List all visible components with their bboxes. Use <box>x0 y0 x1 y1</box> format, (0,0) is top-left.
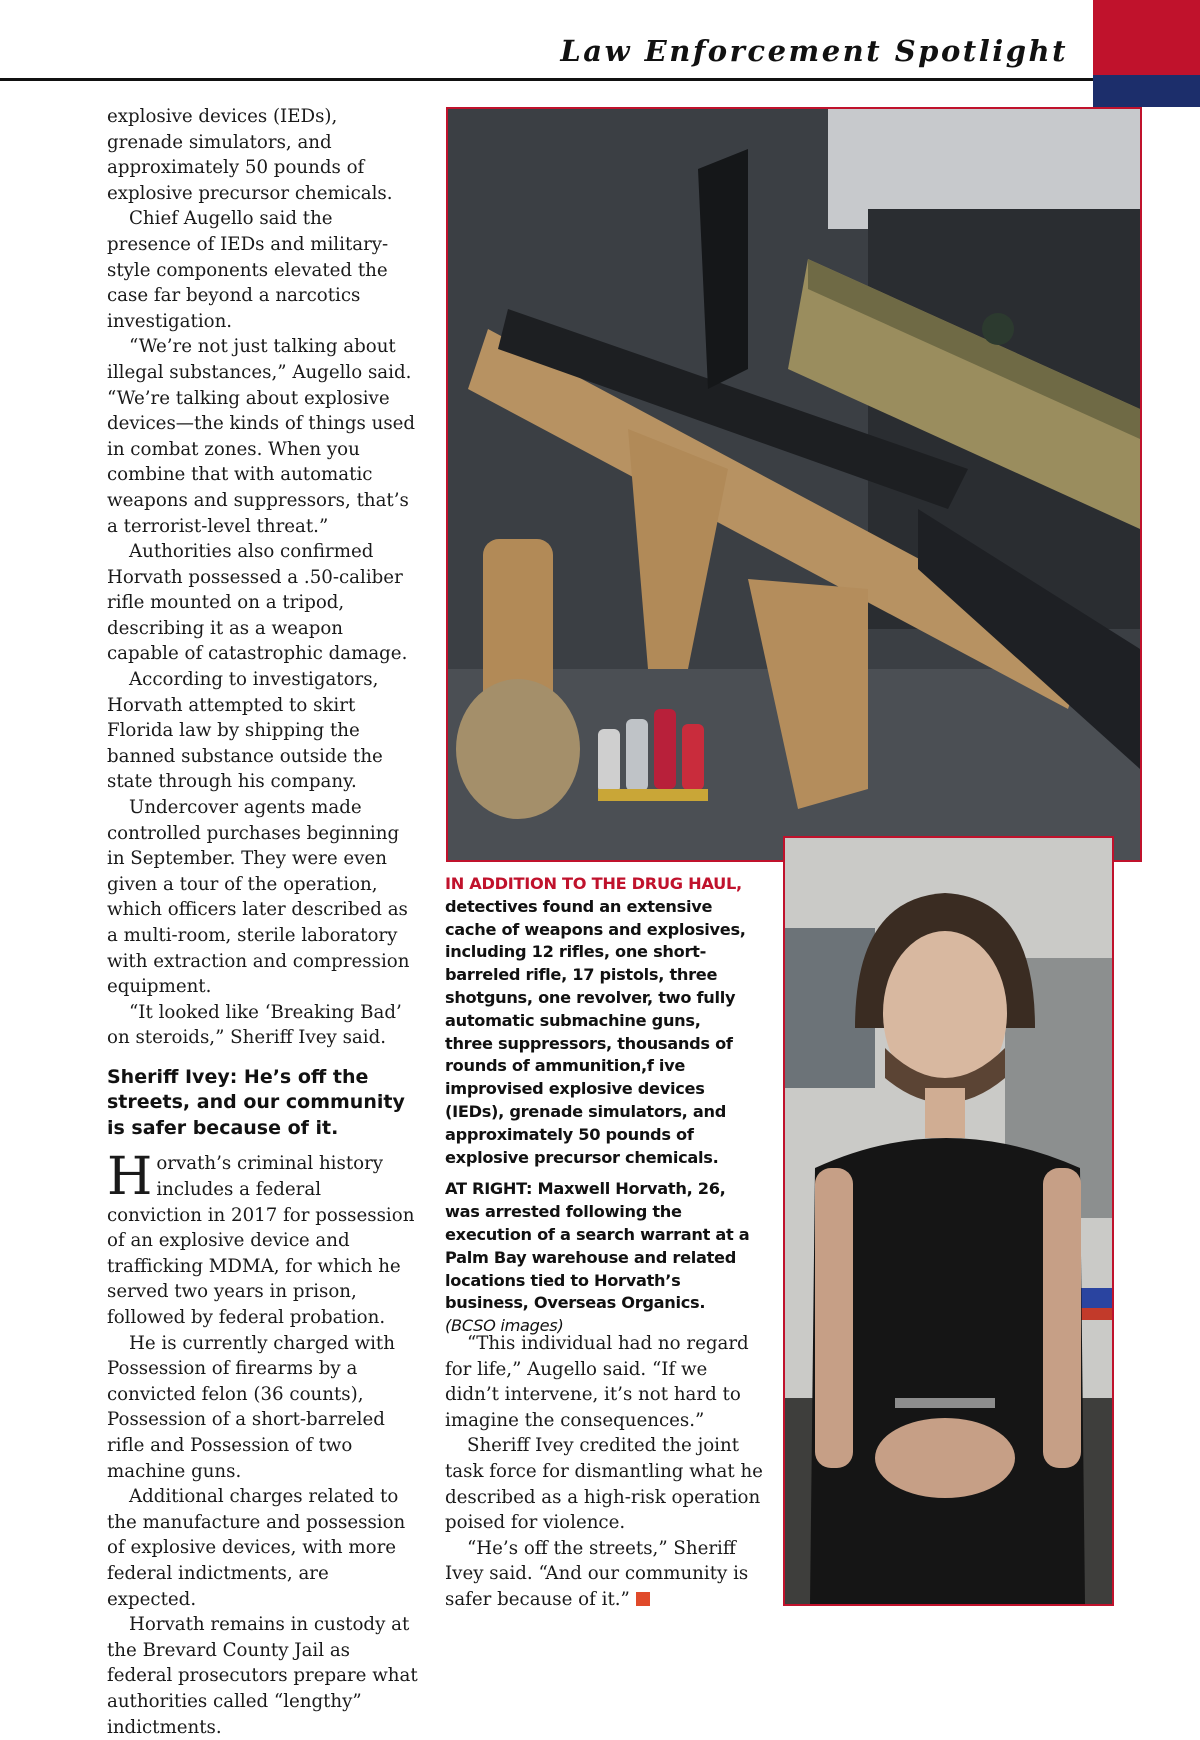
paragraph: Horvath remains in custody at the Brevard County Jail as federal prosecutors prepare what authorities called “lengthy” indictments. <box>107 1614 418 1738</box>
photo-caption <box>445 873 750 1347</box>
end-mark-icon <box>636 1592 650 1606</box>
paragraph: Sheriff Ivey credited the joint task force for dismantling what he described as a high-risk operation poised for violence. <box>445 1435 763 1534</box>
caption-suspect-text: AT RIGHT: Maxwell Horvath, 26, was arrested following the execution of a search warrant at a Palm Bay warehouse and related locations tied to Horvath’s business, Overseas Organics. <box>445 1179 750 1313</box>
corner-accent-red <box>1093 0 1200 75</box>
caption-lead: IN ADDITION TO THE DRUG HAUL, <box>445 874 742 893</box>
dropcap-paragraph-text: orvath’s criminal history includes a federal conviction in 2017 for possession of an explosive device and trafficking MDMA, for which he served two years in prison, followed by federal probation. <box>107 1153 415 1329</box>
paragraph: Authorities also confirmed Horvath possessed a .50-caliber rifle mounted on a tripod, describing it as a weapon capable of catastrophic damage. <box>107 541 408 665</box>
caption-weapons <box>445 873 750 1169</box>
paragraph: Additional charges related to the manufacture and possession of explosive devices, with more federal indictments, are expected. <box>107 1486 406 1610</box>
paragraph: “It looked like ‘Breaking Bad’ on steroids,” Sheriff Ivey said. <box>107 1001 402 1049</box>
paragraph: He is currently charged with Possession of firearms by a convicted felon (36 counts), Possession of a short-barreled rifle and Possession of two machine guns. <box>107 1332 395 1482</box>
paragraph: Undercover agents made controlled purchases beginning in September. They were even given a tour of the operation, which officers later described as a multi-room, sterile laboratory with extraction and compression equipment. <box>107 797 410 998</box>
caption-body: detectives found an extensive cache of weapons and explosives, including 12 rifles, one short-barreled rifle, 17 pistols, three shotguns, one revolver, two fully automatic submachine guns, three suppressors, thousands of rounds of ammunition,f ive improvised explosive devices (IEDs), grenade simulators, and approximately 50 pounds of explosive precursor chemicals. <box>445 896 746 1167</box>
paragraph: According to investigators, Horvath attempted to skirt Florida law by shipping the banned substance outside the state through his company. <box>107 669 383 793</box>
paragraph: Chief Augello said the presence of IEDs and military-style components elevated the case far beyond a narcotics investigation. <box>107 208 389 332</box>
suspect-illustration <box>785 838 1112 1604</box>
seized-weapons-photo <box>446 107 1142 862</box>
article-subhead: Sheriff Ivey: He’s off the streets, and our community is safer because of it. <box>107 1065 405 1139</box>
seized-weapons-illustration <box>448 109 1140 860</box>
section-title: Law Enforcement Spotlight <box>560 34 1068 68</box>
paragraph: “This individual had no regard for life,” Augello said. “If we didn’t intervene, it’s not hard to imagine the consequences.” <box>445 1333 749 1431</box>
caption-suspect <box>445 1178 750 1338</box>
header-rule <box>0 78 1093 81</box>
paragraph: explosive devices (IEDs), grenade simulators, and approximately 50 pounds of explosive precursor chemicals. <box>107 106 393 204</box>
article-left-column <box>107 104 419 1740</box>
paragraph: “We’re not just talking about illegal substances,” Augello said. “We’re talking about explosive devices—the kinds of things used in combat zones. When you combine that with automatic weapons and suppressors, that’s a terrorist-level threat.” <box>107 336 416 537</box>
photo-credit: (BCSO images) <box>445 1316 564 1336</box>
dropcap-paragraph <box>107 1147 419 1330</box>
corner-accent-navy <box>1093 75 1200 107</box>
article-middle-column <box>445 1331 765 1613</box>
suspect-photo <box>783 836 1114 1606</box>
closing-paragraph-text: “He’s off the streets,” Sheriff Ivey said. “And our community is safer because of it.” <box>445 1537 749 1610</box>
drop-cap: H <box>107 1147 153 1208</box>
closing-paragraph <box>445 1536 765 1613</box>
